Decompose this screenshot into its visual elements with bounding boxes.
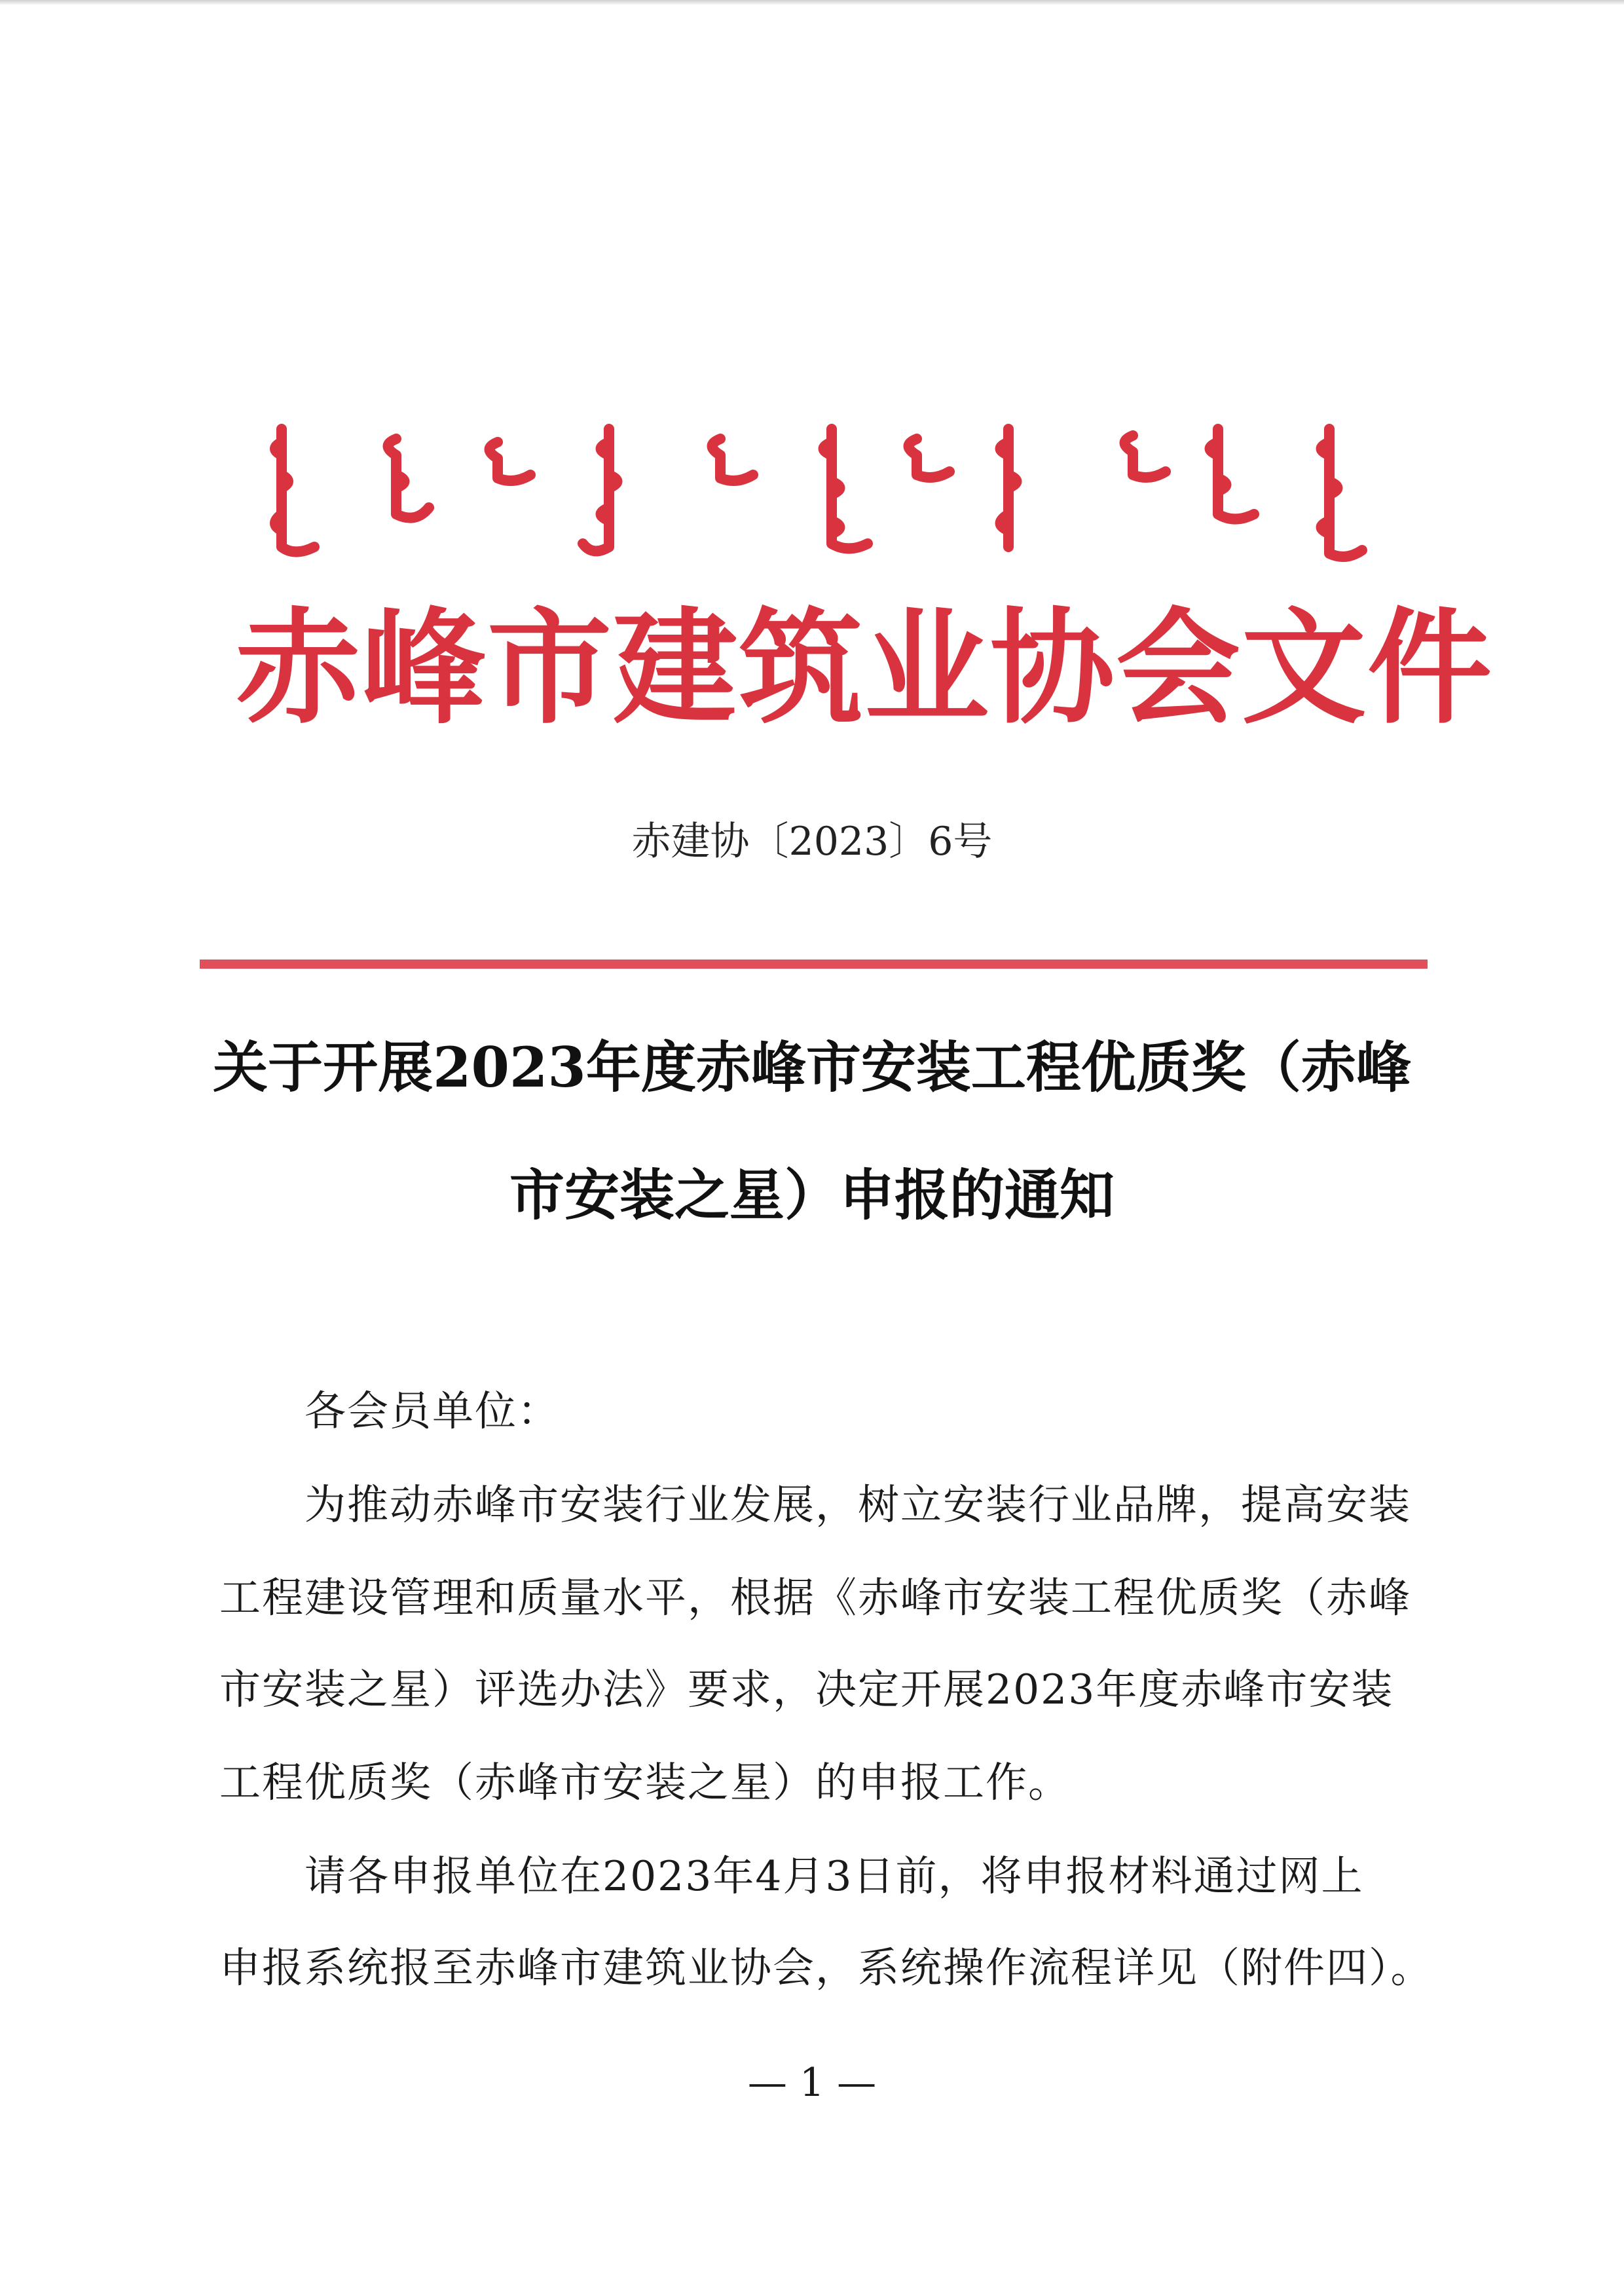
body-paragraph-2-line-2: 申报系统报至赤峰市建筑业协会，系统操作流程详见（附件四）。 xyxy=(219,1944,1433,1992)
scan-edge xyxy=(0,0,1624,5)
body-paragraph-1-line-1: 为推动赤峰市安装行业发展，树立安装行业品牌，提高安装 xyxy=(304,1481,1411,1529)
body-paragraph-1-line-2: 工程建设管理和质量水平，根据《赤峰市安装工程优质奖（赤峰 xyxy=(219,1574,1411,1622)
salutation: 各会员单位： xyxy=(304,1387,560,1435)
mongolian-script-title xyxy=(255,416,1375,567)
notice-title-line-2: 市安装之星）申报的通知 xyxy=(509,1163,1115,1227)
body-paragraph-1-line-3: 市安装之星）评选办法》要求，决定开展2023年度赤峰市安装 xyxy=(219,1666,1394,1713)
red-divider-line xyxy=(200,960,1428,969)
notice-title-line-1: 关于开展2023年度赤峰市安装工程优质奖（赤峰 xyxy=(213,1035,1411,1100)
document-number: 赤建协〔2023〕6号 xyxy=(631,819,993,865)
page-number: — 1 — xyxy=(747,2060,877,2106)
body-paragraph-1-line-4: 工程优质奖（赤峰市安装之星）的申报工作。 xyxy=(219,1759,1071,1806)
body-paragraph-2-line-1: 请各申报单位在2023年4月3日前，将申报材料通过网上 xyxy=(304,1852,1364,1900)
organization-title: 赤峰市建筑业协会文件 xyxy=(236,595,1494,741)
